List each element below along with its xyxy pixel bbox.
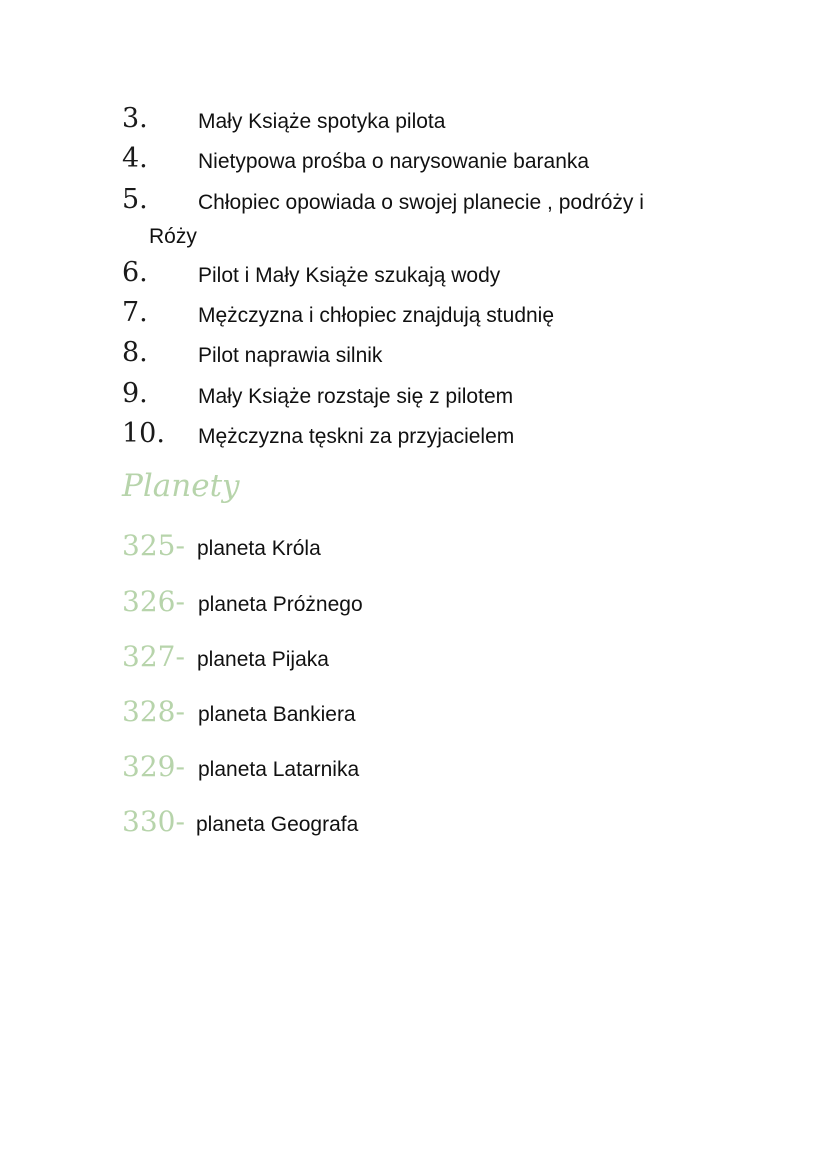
chapter-number: 3. bbox=[122, 103, 148, 134]
planet-number: 330- bbox=[122, 805, 185, 838]
chapter-text: Mężczyzna tęskni za przyjacielem bbox=[198, 425, 515, 448]
chapter-text: Mały Książe spotyka pilota bbox=[198, 110, 446, 133]
planet-number: 326- bbox=[122, 585, 185, 618]
planet-number: 325- bbox=[122, 529, 185, 562]
chapter-number: 4. bbox=[122, 143, 148, 174]
planet-number: 328- bbox=[122, 695, 185, 728]
chapter-number: 6. bbox=[122, 257, 148, 288]
chapter-text: Mały Książe rozstaje się z pilotem bbox=[198, 385, 514, 408]
chapter-text: Chłopiec opowiada o swojej planecie , podróży i bbox=[198, 191, 644, 214]
planet-name: planeta Geografa bbox=[196, 813, 359, 836]
planet-number: 329- bbox=[122, 750, 185, 783]
chapter-text: Pilot i Mały Książe szukają wody bbox=[198, 264, 501, 287]
planet-name: planeta Bankiera bbox=[198, 703, 356, 726]
chapter-number: 8. bbox=[122, 337, 148, 368]
chapter-text: Nietypowa prośba o narysowanie baranka bbox=[198, 150, 590, 173]
chapter-text: Pilot naprawia silnik bbox=[198, 344, 383, 367]
chapter-text-continuation: Róży bbox=[149, 225, 197, 248]
planet-name: planeta Latarnika bbox=[198, 758, 360, 781]
chapter-text: Mężczyzna i chłopiec znajdują studnię bbox=[198, 304, 555, 327]
chapter-number: 5. bbox=[122, 184, 148, 215]
chapter-number: 7. bbox=[122, 297, 148, 328]
planet-name: planeta Próżnego bbox=[198, 593, 363, 616]
planet-name: planeta Króla bbox=[197, 537, 321, 560]
planet-name: planeta Pijaka bbox=[197, 648, 329, 671]
chapter-number: 10. bbox=[122, 418, 165, 449]
planet-number: 327- bbox=[122, 640, 185, 673]
planets-heading: Planety bbox=[122, 468, 240, 504]
chapter-number: 9. bbox=[122, 378, 148, 409]
